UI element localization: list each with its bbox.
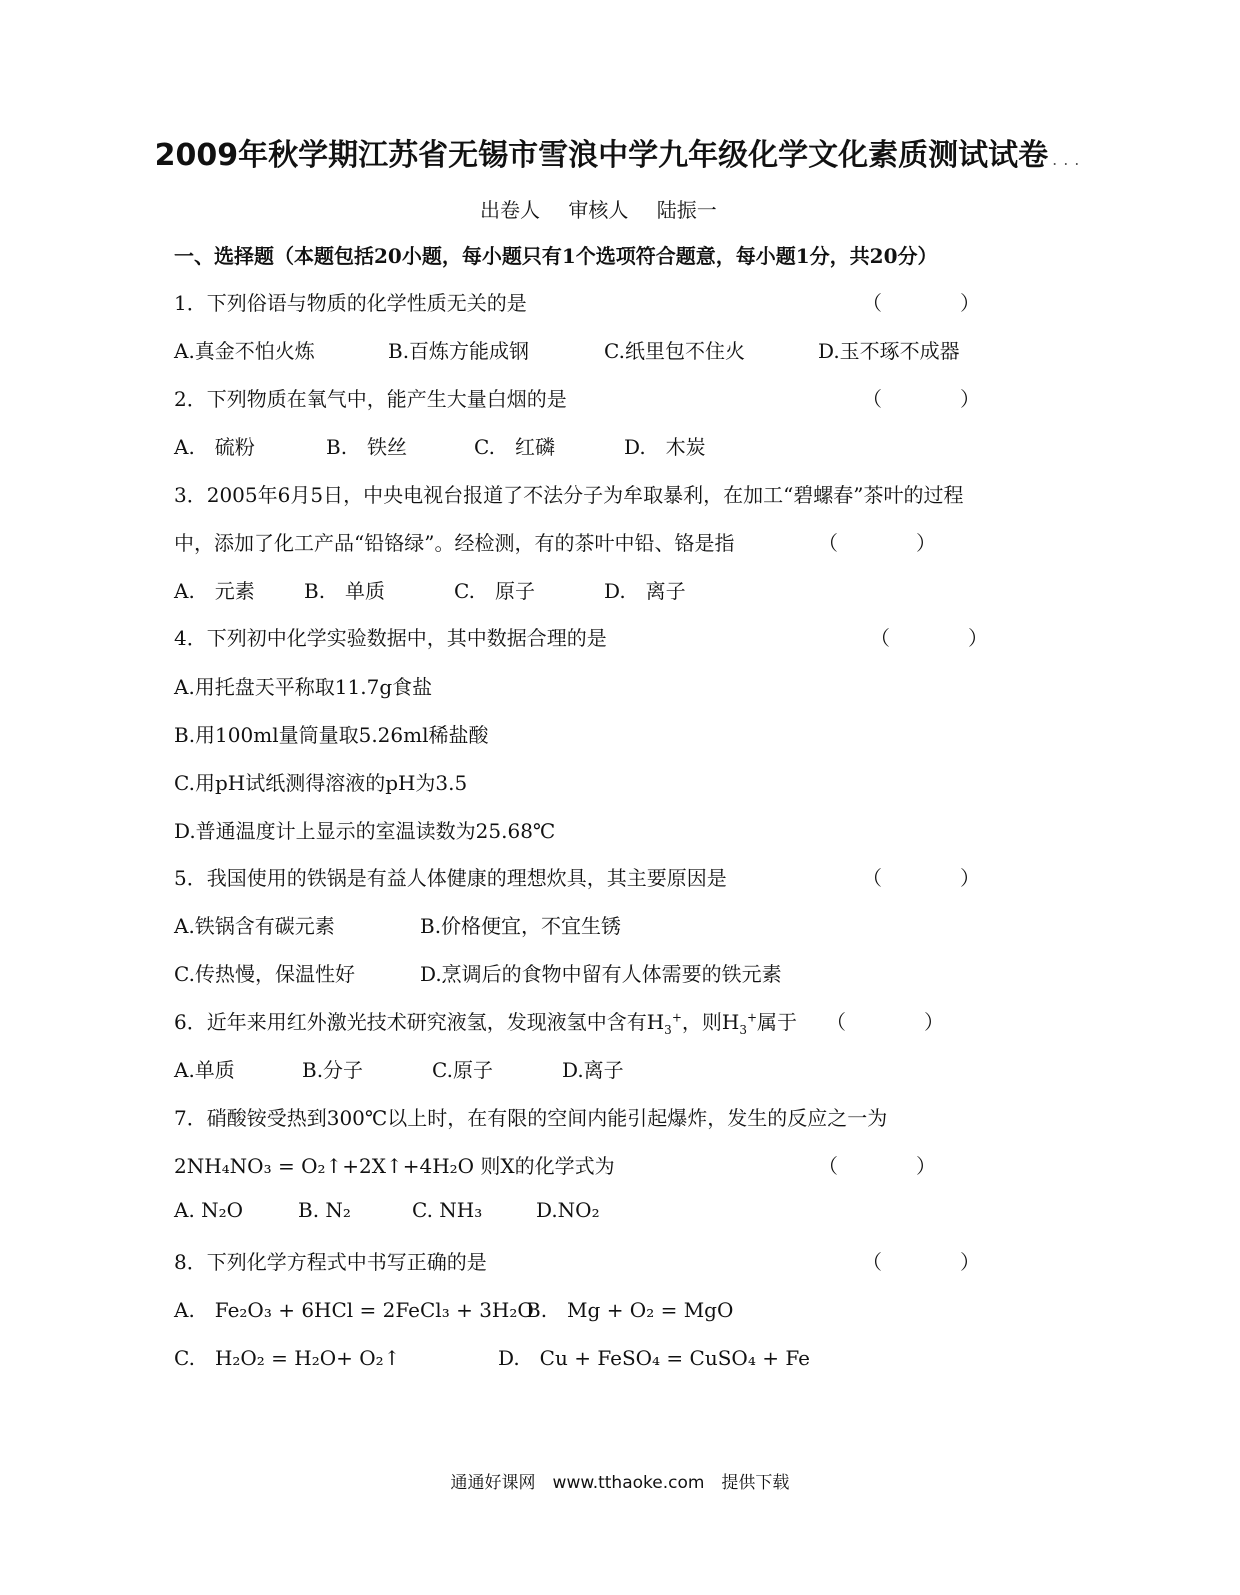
question-7-option-b: B. N₂ (298, 1198, 351, 1222)
answer-blank-3: （ ） (818, 531, 936, 555)
answer-blank-2: （ ） (862, 387, 980, 411)
answer-blank-8: （ ） (862, 1250, 980, 1274)
question-6-option-c: C.原子 (432, 1058, 493, 1082)
question-3-option-d: D. 离子 (604, 579, 686, 603)
title-dots: ... (1052, 150, 1086, 169)
question-4-option-d: D.普通温度计上显示的室温读数为25.68℃ (174, 819, 556, 843)
question-7-option-a: A. N₂O (174, 1198, 244, 1222)
question-1-stem: 1．下列俗语与物质的化学性质无关的是 (174, 291, 527, 315)
question-1-option-d: D.玉不琢不成器 (818, 339, 960, 363)
question-8-option-a: A. Fe₂O₃ + 6HCl = 2FeCl₃ + 3H₂O (174, 1298, 534, 1322)
question-8-stem: 8．下列化学方程式中书写正确的是 (174, 1250, 487, 1274)
question-5-option-c: C.传热慢，保温性好 (174, 962, 355, 986)
answer-blank-4: （ ） (870, 626, 988, 650)
answer-blank-5: （ ） (862, 866, 980, 890)
section-heading: 一、选择题（本题包括20小题，每小题只有1个选项符合题意，每小题1分，共20分） (174, 244, 938, 268)
question-7-option-d: D.NO₂ (536, 1198, 600, 1222)
page-title (0, 130, 1240, 174)
question-8-option-d: D. Cu + FeSO₄ = CuSO₄ + Fe (498, 1346, 810, 1370)
question-5-stem: 5．我国使用的铁锅是有益人体健康的理想炊具，其主要原因是 (174, 866, 727, 890)
question-2-option-c: C. 红磷 (474, 435, 555, 459)
question-7-equation: 2NH₄NO₃ = O₂↑+2X↑+4H₂O 则X的化学式为 (174, 1154, 615, 1178)
question-8-option-b: B. Mg + O₂ = MgO (526, 1298, 734, 1322)
question-2-option-a: A. 硫粉 (174, 435, 255, 459)
question-3-option-a: A. 元素 (174, 579, 255, 603)
question-5-option-d: D.烹调后的食物中留有人体需要的铁元素 (420, 962, 782, 986)
question-5-option-b: B.价格便宜，不宜生锈 (420, 914, 622, 938)
page-footer: 通通好课网 www.tthaoke.com 提供下载 (450, 1473, 790, 1493)
question-1-option-a: A.真金不怕火炼 (174, 339, 315, 363)
question-1-option-b: B.百炼方能成钢 (388, 339, 530, 363)
author-label-setter: 出卷人 (480, 198, 540, 222)
question-6-stem: 6．近年来用红外激光技术研究液氢，发现液氢中含有$H_3^+$，则$H_3^+$属于 (174, 1010, 798, 1037)
question-6-option-d: D.离子 (562, 1058, 624, 1082)
author-name: 陆振一 (656, 198, 717, 222)
question-3-option-c: C. 原子 (454, 579, 535, 603)
question-6-option-b: B.分子 (302, 1058, 364, 1082)
author-label-reviewer: 审核人 (568, 198, 629, 222)
question-4-option-a: A.用托盘天平称取11.7g食盐 (174, 675, 433, 699)
question-7-stem-line1: 7．硝酸铵受热到300℃以上时，在有限的空间内能引起爆炸，发生的反应之一为 (174, 1106, 888, 1130)
question-4-option-b: B.用100ml量筒量取5.26ml稀盐酸 (174, 723, 489, 747)
question-2-stem: 2．下列物质在氧气中，能产生大量白烟的是 (174, 387, 567, 411)
answer-blank-6: （ ） (826, 1010, 944, 1034)
question-3-stem-line1: 3．2005年6月5日，中央电视台报道了不法分子为牟取暴利，在加工“碧螺春”茶叶的过程 (174, 483, 964, 507)
question-2-option-d: D. 木炭 (624, 435, 706, 459)
question-4-stem: 4．下列初中化学实验数据中，其中数据合理的是 (174, 626, 607, 650)
question-6-option-a: A.单质 (174, 1058, 235, 1082)
question-1-option-c: C.纸里包不住火 (604, 339, 745, 363)
authors-line (480, 194, 739, 223)
question-5-option-a: A.铁锅含有碳元素 (174, 914, 335, 938)
question-4-option-c: C.用pH试纸测得溶液的pH为3.5 (174, 771, 468, 795)
answer-blank-1: （ ） (862, 291, 980, 315)
question-2-option-b: B. 铁丝 (326, 435, 408, 459)
question-3-option-b: B. 单质 (304, 579, 386, 603)
title-text: 2009年秋学期江苏省无锡市雪浪中学九年级化学文化素质测试试卷 (154, 138, 1049, 173)
answer-blank-7: （ ） (818, 1154, 936, 1178)
question-7-option-c: C. NH₃ (412, 1198, 483, 1222)
question-8-option-c: C. H₂O₂ = H₂O+ O₂↑ (174, 1346, 401, 1370)
question-3-stem-line2: 中，添加了化工产品“铅铬绿”。经检测，有的茶叶中铅、铬是指 (174, 531, 735, 555)
